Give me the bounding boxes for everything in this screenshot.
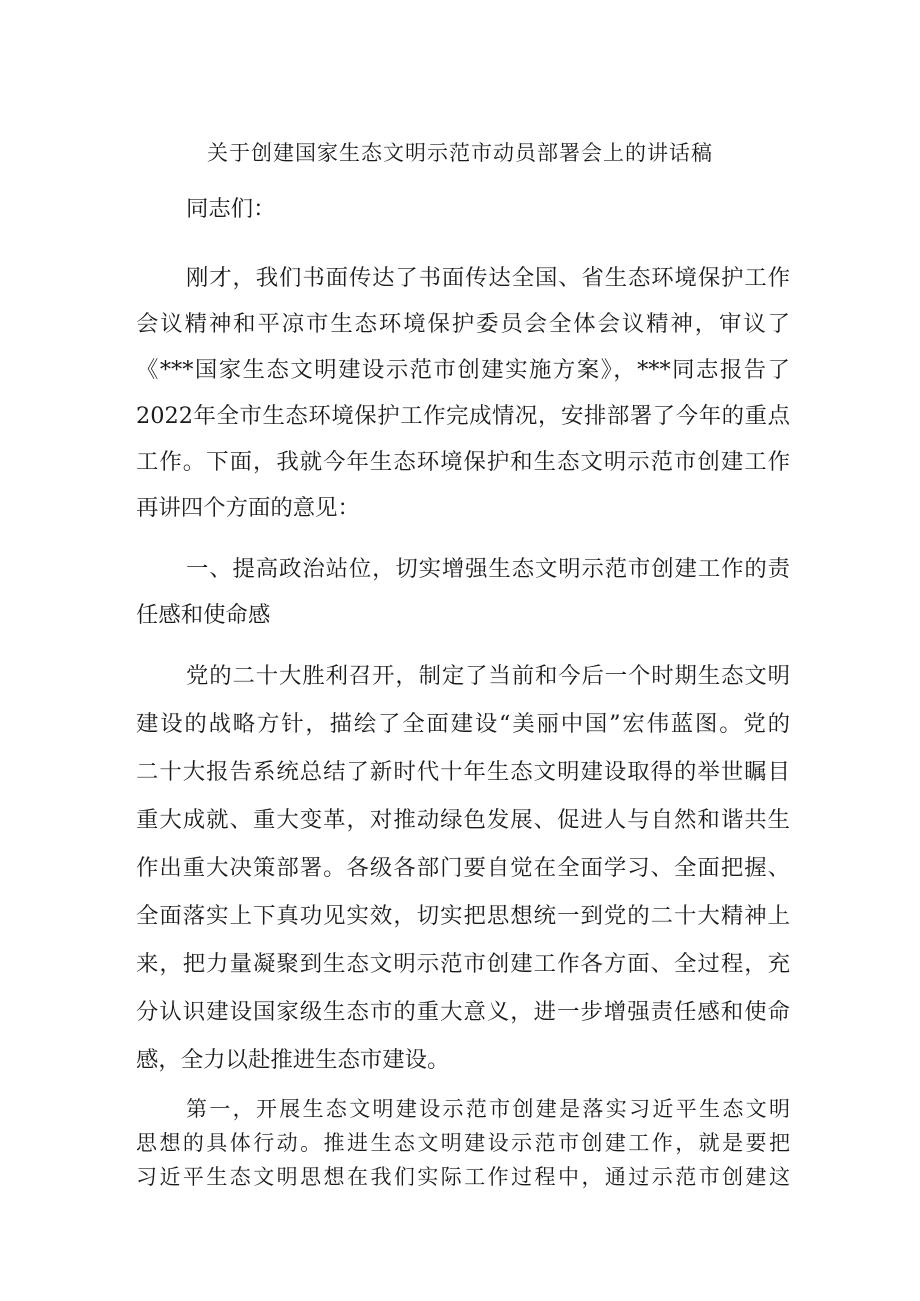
paragraph-line: 工作。下面，我就今年生态环境保护和生态文明示范市创建工作 — [136, 449, 790, 475]
paragraph-line: 来，把力量凝聚到生态文明示范市创建工作各方面、全过程，充 — [136, 951, 790, 977]
paragraph-line: 会议精神和平凉市生态环境保护委员会全体会议精神，审议了 — [136, 311, 790, 337]
paragraph-line: 党的二十大胜利召开，制定了当前和今后一个时期生态文明 — [186, 663, 790, 689]
paragraph-line: 习近平生态文明思想在我们实际工作过程中，通过示范市创建这 — [136, 1165, 790, 1189]
paragraph-line: 建设的战略方针，描绘了全面建设“美丽中国”宏伟蓝图。党的 — [136, 711, 790, 737]
paragraph-line: 全面落实上下真功见实效，切实把思想统一到党的二十大精神上 — [136, 903, 790, 929]
paragraph-line: 感，全力以赴推进生态市建设。 — [136, 1047, 450, 1073]
paragraph-line: 刚才，我们书面传达了书面传达全国、省生态环境保护工作 — [186, 265, 790, 291]
paragraph-line: 思想的具体行动。推进生态文明建设示范市创建工作，就是要把 — [136, 1131, 790, 1155]
paragraph-line: 作出重大决策部署。各级各部门要自觉在全面学习、全面把握、 — [136, 855, 790, 881]
paragraph-line: 分认识建设国家级生态市的重大意义，进一步增强责任感和使命 — [136, 999, 790, 1025]
paragraph-line: 第一，开展生态文明建设示范市创建是落实习近平生态文明 — [186, 1097, 790, 1121]
section-heading: 任感和使命感 — [136, 602, 271, 628]
paragraph-line: 重大成就、重大变革，对推动绿色发展、促进人与自然和谐共生 — [136, 807, 790, 833]
section-heading: 一、提高政治站位，切实增强生态文明示范市创建工作的责 — [186, 556, 790, 582]
page-title: 关于创建国家生态文明示范市动员部署会上的讲话稿 — [207, 141, 713, 165]
salutation: 同志们： — [186, 196, 276, 222]
paragraph-line: 2022年全市生态环境保护工作完成情况，安排部署了今年的重点 — [136, 403, 790, 429]
paragraph-line: 再讲四个方面的意见： — [136, 495, 360, 521]
paragraph-line: 《***国家生态文明建设示范市创建实施方案》，***同志报告了 — [136, 357, 790, 383]
paragraph-line: 二十大报告系统总结了新时代十年生态文明建设取得的举世瞩目 — [136, 759, 790, 785]
